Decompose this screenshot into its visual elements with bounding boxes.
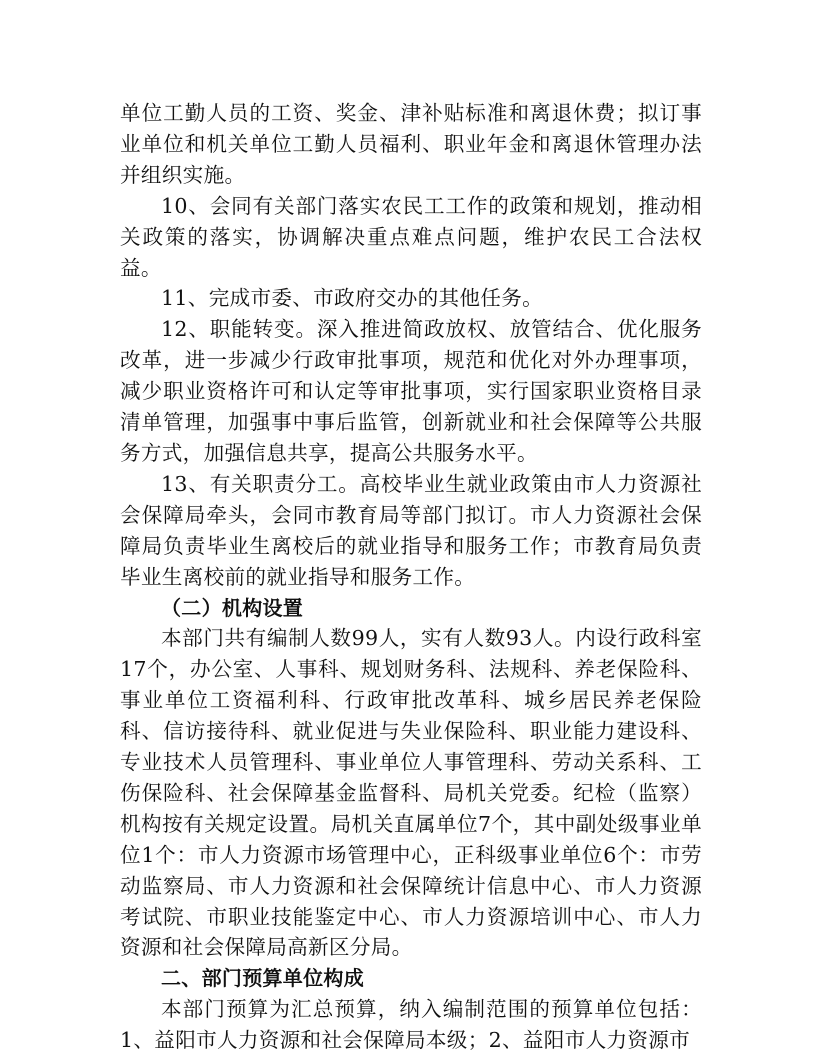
paragraph-item-12: 12、职能转变。深入推进简政放权、放管结合、优化服务改革，进一步减少行政审批事项，规范和优化对外办理事项，减少职业资格许可和认定等审批事项，实行国家职业资格目录清单管理，加强事中事后监管，创新就业和社会保障等公共服务方式，加强信息共享，提高公共服务水平。 <box>120 317 702 465</box>
paragraph-budget-units: 本部门预算为汇总预算，纳入编制范围的预算单位包括：1、益阳市人力资源和社会保障局本级；2、益阳市人力资源市 <box>120 997 702 1053</box>
section-heading-organization: （二）机构设置 <box>161 595 304 620</box>
paragraph-continuation: 单位工勤人员的工资、奖金、津补贴标准和离退休费；拟订事业单位和机关单位工勤人员福利、职业年金和离退休管理办法并组织实施。 <box>120 101 702 187</box>
document-body <box>120 98 702 1056</box>
paragraph-item-10: 10、会同有关部门落实农民工工作的政策和规划，推动相关政策的落实，协调解决重点难点问题，维护农民工合法权益。 <box>120 193 702 280</box>
paragraph-item-13: 13、有关职责分工。高校毕业生就业政策由市人力资源社会保障局牵头，会同市教育局等部门拟订。市人力资源社会保障局负责毕业生离校后的就业指导和服务工作；市教育局负责毕业生离校前的就业指导和服务工作。 <box>120 471 702 589</box>
paragraph-organization: 本部门共有编制人数99人，实有人数93人。内设行政科室17个，办公室、人事科、规划财务科、法规科、养老保险科、事业单位工资福利科、行政审批改革科、城乡居民养老保险科、信访接待科、就业促进与失业保险科、职业能力建设科、专业技术人员管理科、事业单位人事管理科、劳动关系科、工伤保险科、社会保障基金监督科、局机关党委。纪检（监察）机构按有关规定设置。局机关直属单位7个，其中副处级事业单位1个：市人力资源市场管理中心，正科级事业单位6个：市劳动监察局、市人力资源和社会保障统计信息中心、市人力资源考试院、市职业技能鉴定中心、市人力资源培训中心、市人力资源和社会保障局高新区分局。 <box>120 626 702 960</box>
paragraph-item-11: 11、完成市委、市政府交办的其他任务。 <box>161 286 543 311</box>
section-heading-budget-units: 二、部门预算单位构成 <box>161 966 364 991</box>
